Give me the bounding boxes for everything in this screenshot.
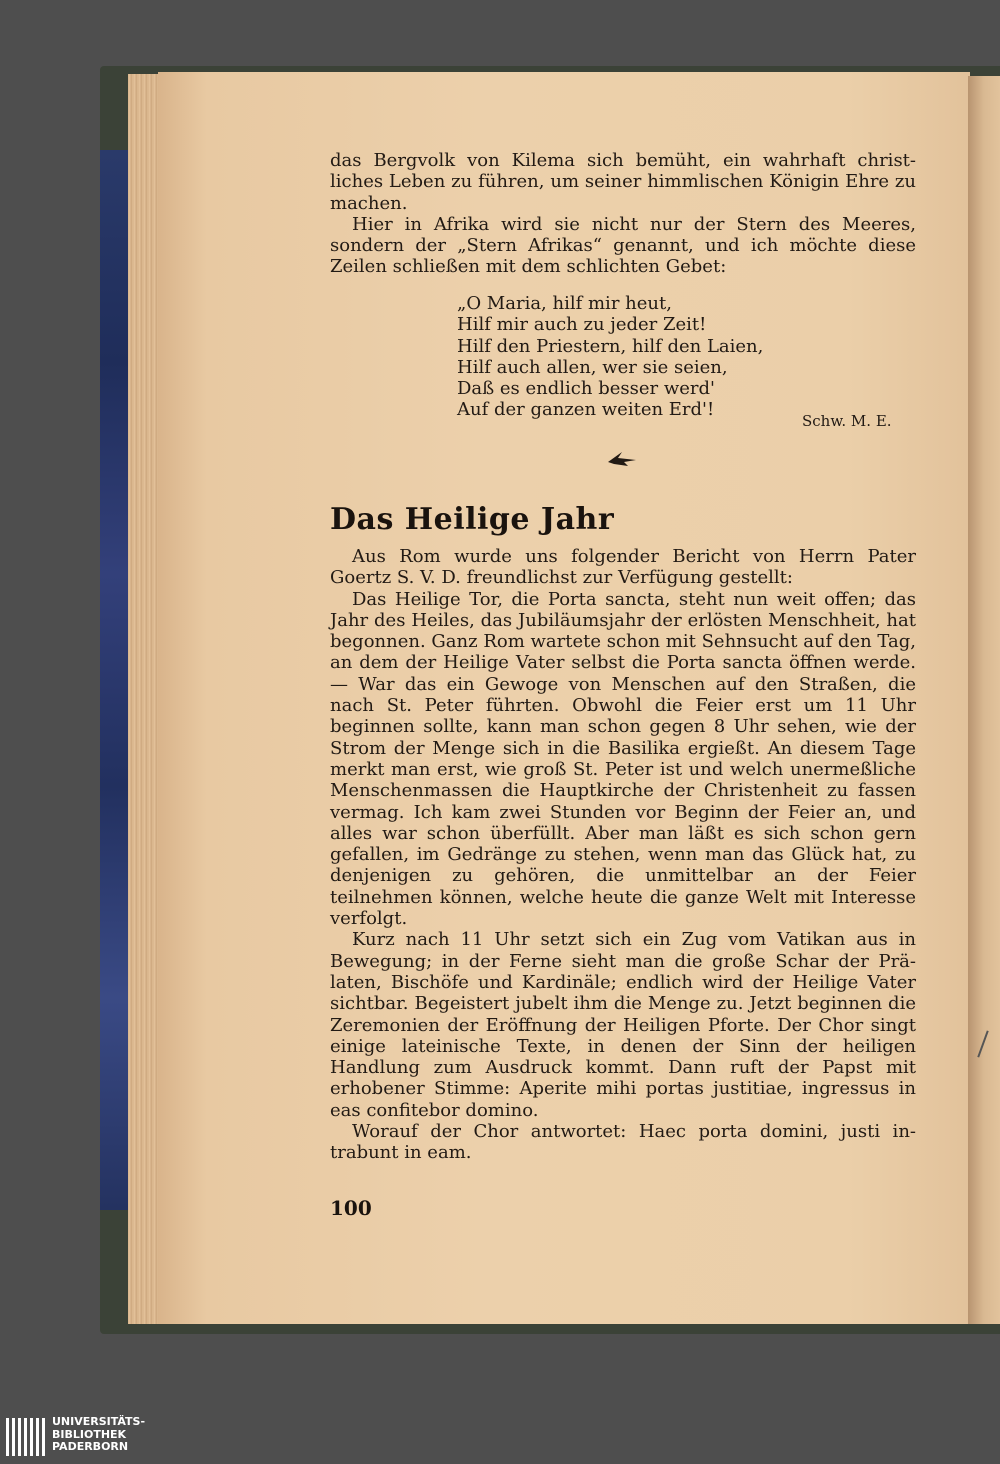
intro-paragraph-1: das Bergvolk von Kilema sich bemüht, ein wahrhaft christ-liches Leben zu führen, um seiner himmlischen Königin Ehre zu machen. <box>330 150 916 214</box>
poem-line: Hilf den Priestern, hilf den Laien, <box>457 335 764 357</box>
facing-page-edge <box>968 76 1000 1324</box>
library-footer <box>0 1408 1000 1464</box>
intro-text <box>330 150 916 278</box>
section-divider-ornament-icon <box>604 448 640 470</box>
poem-line: Hilf mir auch zu jeder Zeit! <box>457 314 707 336</box>
poem-line: Auf der ganzen weiten Erd'! <box>457 399 715 421</box>
library-logo-text <box>52 1416 145 1454</box>
poem-signature: Schw. M. E. <box>802 412 892 430</box>
intro-paragraph-2: Hier in Afrika wird sie nicht nur der Stern des Meeres, sondern der „Stern Afrikas“ genannt, und ich möchte diese Zeilen schließen mit dem schlichten Gebet: <box>330 213 916 278</box>
logo-line-3: PADERBORN <box>52 1440 129 1453</box>
page-number: 100 <box>330 1196 372 1220</box>
body-paragraph-2: Das Heilige Tor, die Porta sancta, steht nun weit offen; das Jahr des Heiles, das Jubiläumsjahr der erlösten Menschheit, hat begonnen. Ganz Rom wartete schon mit Sehnsucht auf den Tag, an dem der Heilige Vater selbst die Porta sancta öffnen werde. — War das ein Gewoge von Menschen auf den Straßen, die nach St. Peter führten. Obwohl die Feier erst um 11 Uhr beginnen sollte, kann man schon gegen 8 Uhr sehen, wie der Strom der Menge sich in die Basilika ergießt. An diesem Tage merkt man erst, wie groß St. Peter ist und welch unermeßliche Menschenmassen die Hauptkirche der Christenheit zu fassen vermag. Ich kam zwei Stunden vor Beginn der Feier an, und alles war schon überfüllt. Aber man läßt es sich schon gern gefallen, im Gedränge zu stehen, wenn man das Glück hat, zu denjenigen zu gehören, die unmittelbar an der Feier teilnehmen können, welche heute die ganze Welt mit Interesse verfolgt. <box>330 588 916 930</box>
marbled-cover-edge <box>100 150 130 1210</box>
body-paragraph-1: Aus Rom wurde uns folgender Bericht von Herrn Pater Goertz S. V. D. freundlichst zur Verfügung gestellt: <box>330 546 916 589</box>
prayer-poem <box>457 293 917 421</box>
article-body <box>330 546 916 1164</box>
library-logo-icon <box>6 1418 46 1456</box>
body-paragraph-4: Worauf der Chor antwortet: Haec porta domini, justi in-trabunt in eam. <box>330 1121 916 1164</box>
body-paragraph-3: Kurz nach 11 Uhr setzt sich ein Zug vom Vatikan aus in Bewegung; in der Ferne sieht man die große Schar der Prä-laten, Bischöfe und Kardinäle; endlich wird der Heilige Vater sichtbar. Begeistert jubelt ihm die Menge zu. Jetzt beginnen die Zeremonien der Eröffnung der Heiligen Pforte. Der Chor singt einige lateinische Texte, in denen der Sinn der heiligen Handlung zum Ausdruck kommt. Dann ruft der Papst mit erhobener Stimme: Aperite mihi portas justitiae, ingressus in eas confitebor domino. <box>330 929 916 1121</box>
poem-line: Hilf auch allen, wer sie seien, <box>457 356 728 378</box>
poem-line: Daß es endlich besser werd' <box>457 378 715 400</box>
logo-line-2: BIBLIOTHEK <box>52 1427 127 1441</box>
page-stack-edge <box>128 74 160 1324</box>
logo-line-1: UNIVERSITÄTS- <box>52 1415 146 1428</box>
poem-line: „O Maria, hilf mir heut, <box>457 293 672 314</box>
article-heading: Das Heilige Jahr <box>330 502 615 537</box>
